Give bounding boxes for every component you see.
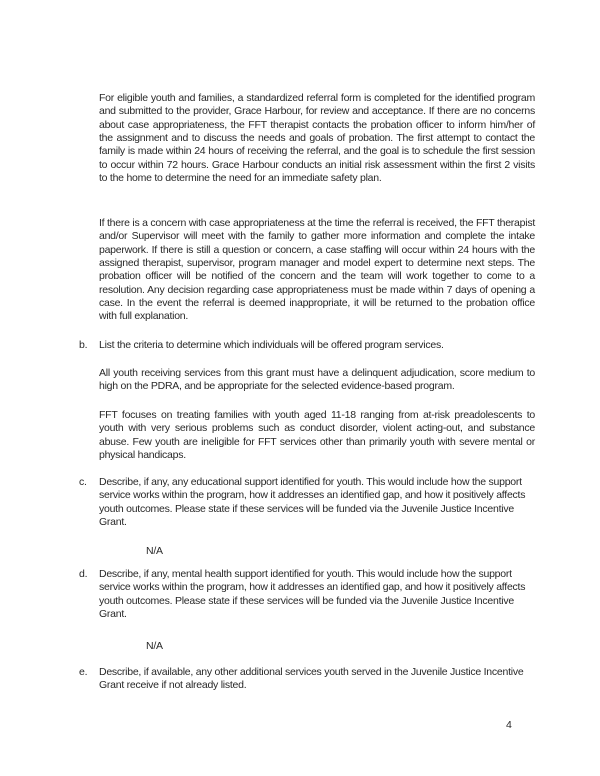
list-item-d: [79, 568, 535, 621]
item-text-c: Describe, if any, any educational support identified for youth. This would include how the support service works within the program, how it addresses an identified gap, and how it positively affects youth outcomes. Please state if these services will be funded via the Juvenile Justice Incentive Grant.: [99, 476, 526, 529]
paragraph-referral-process: For eligible youth and families, a standardized referral form is completed for the identified program and submitted to the provider, Grace Harbour, for review and acceptance. If there are no concerns about case appropriateness, the FFT therapist contacts the probation officer to inform him/her of the assignment and to discuss the needs and goals of probation. The first attempt to contact the family is made within 24 hours of receiving the referral, and the goal is to schedule the first session to occur within 72 hours. Grace Harbour conducts an initial risk assessment within the first 2 visits to the home to determine the need for an immediate safety plan.: [99, 92, 535, 185]
answer-b-criteria: All youth receiving services from this grant must have a delinquent adjudication, score medium to high on the PDRA, and be appropriate for the selected evidence-based program.: [99, 367, 535, 393]
answer-b-fft-focus: FFT focuses on treating families with youth aged 11-18 ranging from at-risk preadolescents to youth with very serious problems such as conduct disorder, violent acting-out, and substance abuse. Few youth are ineligible for FFT services other than primarily youth with severe mental or physical handicaps.: [99, 409, 535, 462]
list-item-b: [79, 339, 535, 352]
item-text-e: Describe, if available, any other additional services youth served in the Juvenile Justice Incentive Grant receive if not already listed.: [99, 666, 524, 692]
answer-d-na: N/A: [146, 640, 163, 652]
item-text-b: List the criteria to determine which individuals will be offered program services.: [99, 339, 444, 351]
list-item-c: [79, 476, 535, 529]
item-marker-b: b.: [79, 339, 88, 351]
item-marker-c: c.: [79, 476, 87, 488]
list-item-e: [79, 666, 535, 693]
item-marker-e: e.: [79, 666, 88, 678]
answer-c-na: N/A: [146, 545, 163, 557]
paragraph-concern-process: If there is a concern with case appropriateness at the time the referral is received, the FFT therapist and/or Supervisor will meet with the family to gather more information and complete the intake paperwork. If there is still a question or concern, a case staffing will occur within 24 hours with the assigned therapist, supervisor, program manager and model expert to determine next steps. The probation officer will be notified of the concern and the team will work together to come to a resolution. Any decision regarding case appropriateness must be made within 7 days of opening a case. In the event the referral is deemed inappropriate, it will be returned to the probation office with full explanation.: [99, 217, 535, 323]
page-number: 4: [506, 719, 512, 731]
item-text-d: Describe, if any, mental health support identified for youth. This would include how the support service works within the program, how it addresses an identified gap, and how it positively affects youth outcomes. Please state if these services will be funded via the Juvenile Justice Incentive Grant.: [99, 568, 526, 621]
item-marker-d: d.: [79, 568, 88, 580]
